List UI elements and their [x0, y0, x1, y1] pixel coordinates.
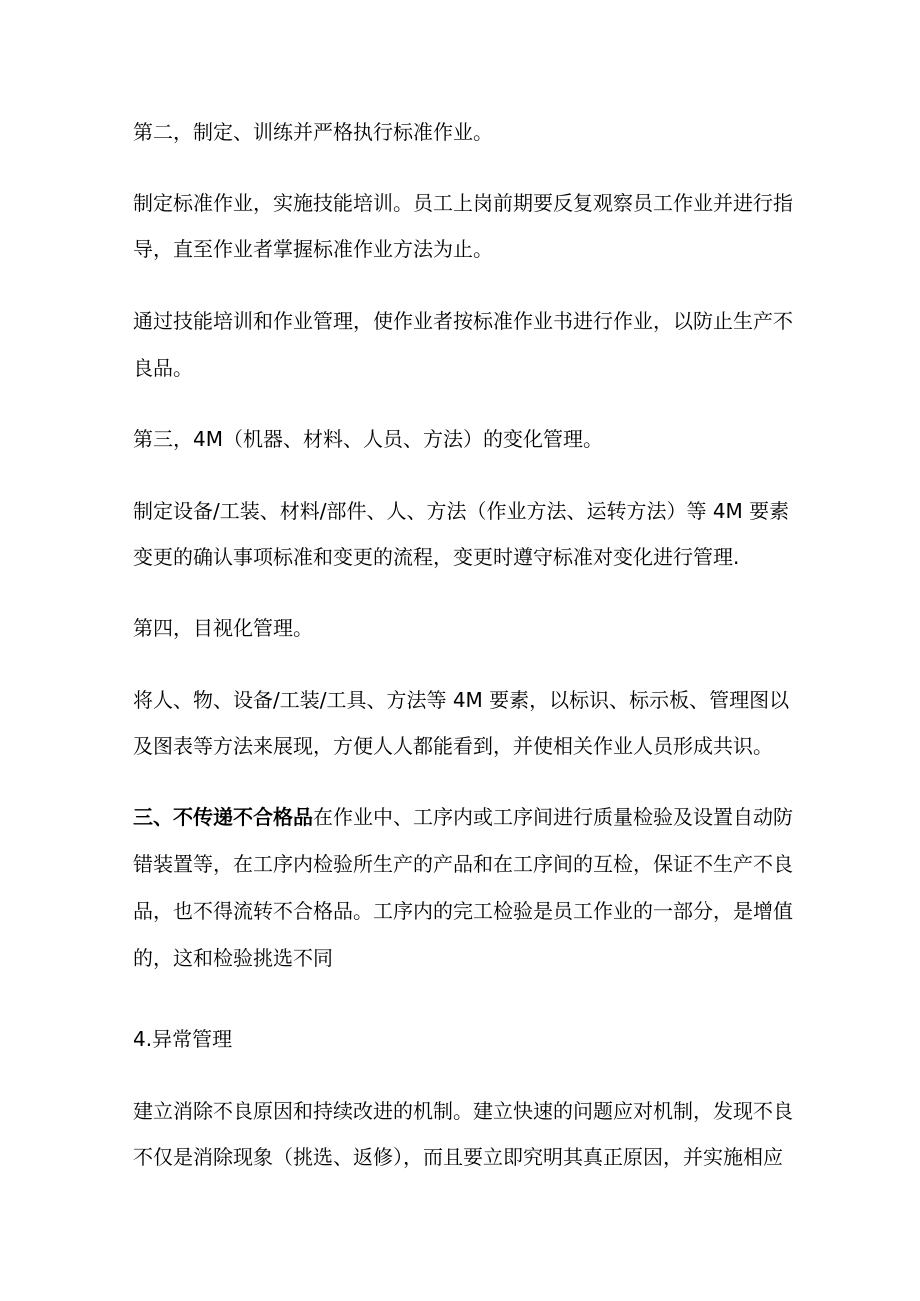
paragraph-visual-line-2: 及图表等方法来展现，方便人人都能看到，并使相关作业人员形成共识。 — [133, 734, 773, 758]
paragraph-4m-line-2: 变更的确认事项标准和变更的流程，变更时遵守标准对变化进行管理. — [133, 545, 740, 569]
paragraph-skill-training-line-1: 通过技能培训和作业管理，使作业者按标准作业书进行作业，以防止生产不 — [133, 309, 793, 333]
paragraph-skill-training-line-2: 良品。 — [133, 356, 193, 380]
heading-fourth-visual-management: 第四，目视化管理。 — [133, 616, 313, 640]
paragraph-standard-work-line-1: 制定标准作业，实施技能培训。员工上岗前期要反复观察员工作业并进行指 — [133, 191, 793, 215]
paragraph-no-defect-line-2: 错装置等，在工序内检验所生产的产品和在工序间的互检，保证不生产不良 — [133, 852, 793, 876]
heading-third-4m-change: 第三，4M（机器、材料、人员、方法）的变化管理。 — [133, 427, 603, 451]
paragraph-4m-line-1: 制定设备/工装、材料/部件、人、方法（作业方法、运转方法）等 4M 要素 — [133, 499, 790, 523]
paragraph-no-defect-line-1 — [133, 803, 793, 831]
paragraph-visual-line-1: 将人、物、设备/工装/工具、方法等 4M 要素，以标识、标示板、管理图以 — [133, 688, 790, 712]
paragraph-exception-line-2: 不仅是消除现象（挑选、返修），而且要立即究明其真正原因，并实施相应 — [133, 1145, 783, 1169]
paragraph-no-defect-line-1-text: 在作业中、工序内或工序间进行质量检验及设置自动防 — [313, 805, 793, 829]
paragraph-no-defect-line-4: 的，这和检验挑选不同 — [133, 946, 333, 970]
section-heading-no-defect: 三、不传递不合格品 — [133, 805, 313, 829]
paragraph-no-defect-line-3: 品，也不得流转不合格品。工序内的完工检验是员工作业的一部分，是增值 — [133, 899, 793, 923]
paragraph-exception-line-1: 建立消除不良原因和持续改进的机制。建立快速的问题应对机制，发现不良 — [133, 1099, 793, 1123]
paragraph-standard-work-line-2: 导，直至作业者掌握标准作业方法为止。 — [133, 237, 493, 261]
heading-second-standard-work: 第二，制定、训练并严格执行标准作业。 — [133, 120, 493, 144]
heading-exception-management: 4.异常管理 — [133, 1027, 233, 1051]
